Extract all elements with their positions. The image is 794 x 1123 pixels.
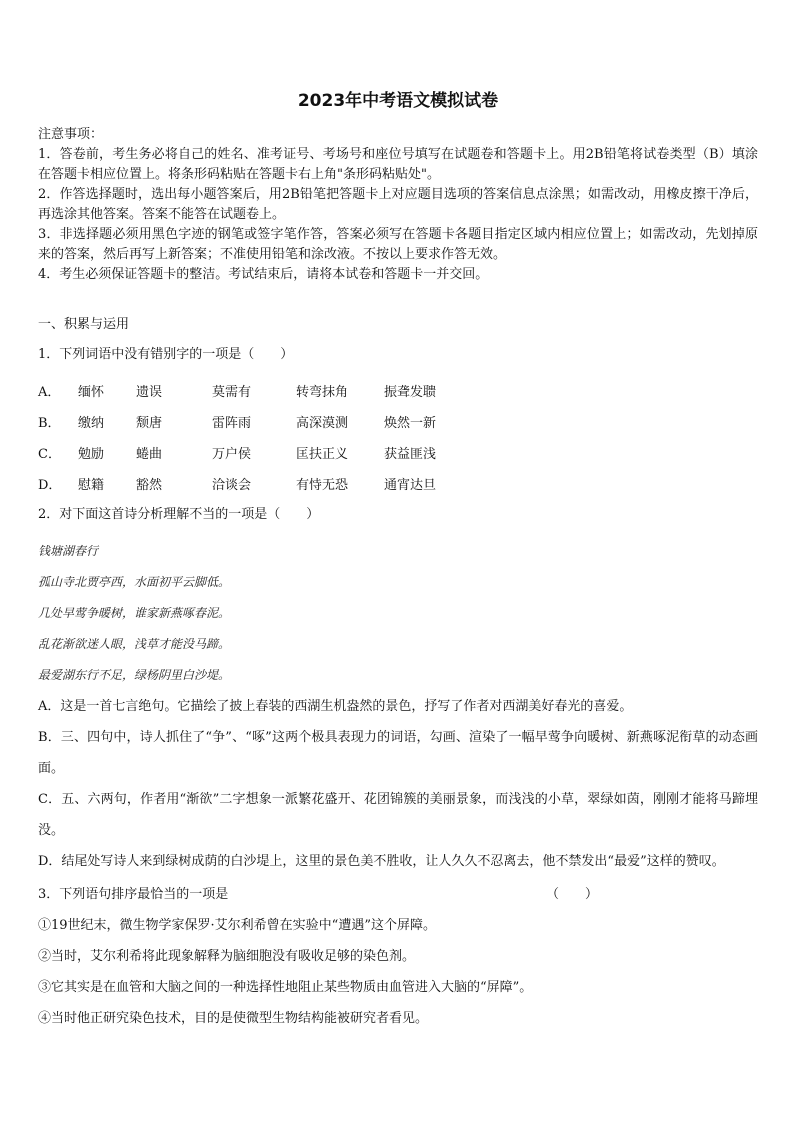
option-word: 莫需有 [212, 385, 252, 400]
sentence-item: ③它其实是在血管和大脑之间的一种选择性地阻止某些物质由血管进入大脑的“屏障”。 [38, 980, 533, 995]
answer-option: A．这是一首七言绝句。它描绘了披上春装的西湖生机盎然的景色，抒写了作者对西湖美好春光的喜爱。 [38, 699, 633, 714]
poem-block [38, 536, 758, 691]
notice-item: 1．答卷前，考生务必将自己的姓名、准考证号、考场号和座位号填写在试题卷和答题卡上。用2B铅笔将试卷类型（B）填涂在答题卡相应位置上。将条形码粘贴在答题卡右上角"条形码粘贴处"。 [38, 147, 758, 182]
option-word: 豁然 [136, 478, 163, 493]
answer-option: C．五、六两句，作者用“渐欲”二字想象一派繁花盛开、花团锦簇的美丽景象，而浅浅的小草，翠绿如茵，刚刚才能将马蹄埋没。 [38, 792, 758, 838]
option-word: 蜷曲 [136, 447, 163, 462]
sentence-item: ①19世纪末，微生物学家保罗·艾尔利希曾在实验中“遭遇”这个屏障。 [38, 918, 436, 933]
answer-paren: （ ） [545, 887, 598, 902]
question-2-answers [38, 691, 758, 877]
poem-line: 孤山寺北贾亭西，水面初平云脚低。 [38, 575, 231, 589]
option-row [38, 437, 758, 468]
option-word: 洽谈会 [212, 478, 252, 493]
sentence-item: ②当时，艾尔利希将此现象解释为脑细胞没有吸收足够的染色剂。 [38, 949, 416, 964]
option-word: 雷阵雨 [212, 416, 252, 431]
poem-line: 乱花渐欲迷人眼，浅草才能没马蹄。 [38, 637, 231, 651]
option-word: 缅怀 [78, 385, 105, 400]
poem-line: 几处早莺争暖树，谁家新燕啄春泥。 [38, 606, 231, 620]
option-word: 勉励 [78, 447, 105, 462]
option-word: 焕然一新 [384, 416, 437, 431]
option-word: 有恃无恐 [296, 478, 349, 493]
section-heading: 一、积累与运用 [38, 317, 130, 332]
option-row [38, 468, 758, 499]
poem-line: 最爱湖东行不足，绿杨阴里白沙堤。 [38, 668, 231, 682]
answer-option: D．结尾处写诗人来到绿树成荫的白沙堤上，这里的景色美不胜收，让人久久不忍离去，他不禁发出“最爱”这样的赞叹。 [38, 854, 725, 869]
option-word: 高深漠测 [296, 416, 349, 431]
notice-item: 4．考生必须保证答题卡的整洁。考试结束后，请将本试卷和答题卡一并交回。 [38, 267, 489, 282]
notice-block [38, 125, 758, 285]
poem-title: 钱塘湖春行 [38, 544, 99, 558]
option-word: 匡扶正义 [296, 447, 349, 462]
option-word: 转弯抹角 [296, 385, 349, 400]
option-word: 通宵达旦 [384, 478, 437, 493]
question-1-options [38, 375, 758, 499]
option-letter: C． [38, 447, 61, 462]
answer-option: B．三、四句中，诗人抓住了“争”、“啄”这两个极具表现力的词语，勾画、渲染了一幅早莺争向暖树、新燕啄泥衔草的动态画面。 [38, 730, 758, 776]
page-title: 2023年中考语文模拟试卷 [297, 91, 499, 111]
question-2-stem: 2．对下面这首诗分析理解不当的一项是（ ） [38, 507, 320, 522]
notice-item: 3．非选择题必须用黑色字迹的钢笔或签字笔作答，答案必须写在答题卡各题目指定区域内相应位置上；如需改动，先划掉原来的答案，然后再写上新答案；不准使用铅笔和涂改液。不按以上要求作答无效。 [38, 227, 758, 262]
option-letter: A． [38, 385, 61, 400]
notice-item: 2．作答选择题时，选出每小题答案后，用2B铅笔把答题卡上对应题目选项的答案信息点涂黑；如需改动，用橡皮擦干净后，再选涂其他答案。答案不能答在试题卷上。 [38, 187, 758, 222]
option-word: 获益匪浅 [384, 447, 437, 462]
option-word: 慰籍 [78, 478, 105, 493]
option-word: 振聋发聩 [384, 385, 437, 400]
option-word: 缴纳 [78, 416, 105, 431]
option-letter: B． [38, 416, 61, 431]
option-word: 万户侯 [212, 447, 252, 462]
notice-heading: 注意事项： [38, 127, 104, 142]
sentence-item: ④当时他正研究染色技术，目的是使微型生物结构能被研究者看见。 [38, 1011, 429, 1026]
question-3-items [38, 910, 758, 1034]
option-letter: D． [38, 478, 62, 493]
option-word: 遗误 [136, 385, 163, 400]
question-3-header [38, 879, 758, 910]
question-3-stem: 3．下列语句排序最恰当的一项是 [38, 887, 229, 902]
option-row [38, 406, 758, 437]
question-1-stem: 1．下列词语中没有错别字的一项是（ ） [38, 347, 294, 362]
option-word: 颓唐 [136, 416, 163, 431]
option-row [38, 375, 758, 406]
